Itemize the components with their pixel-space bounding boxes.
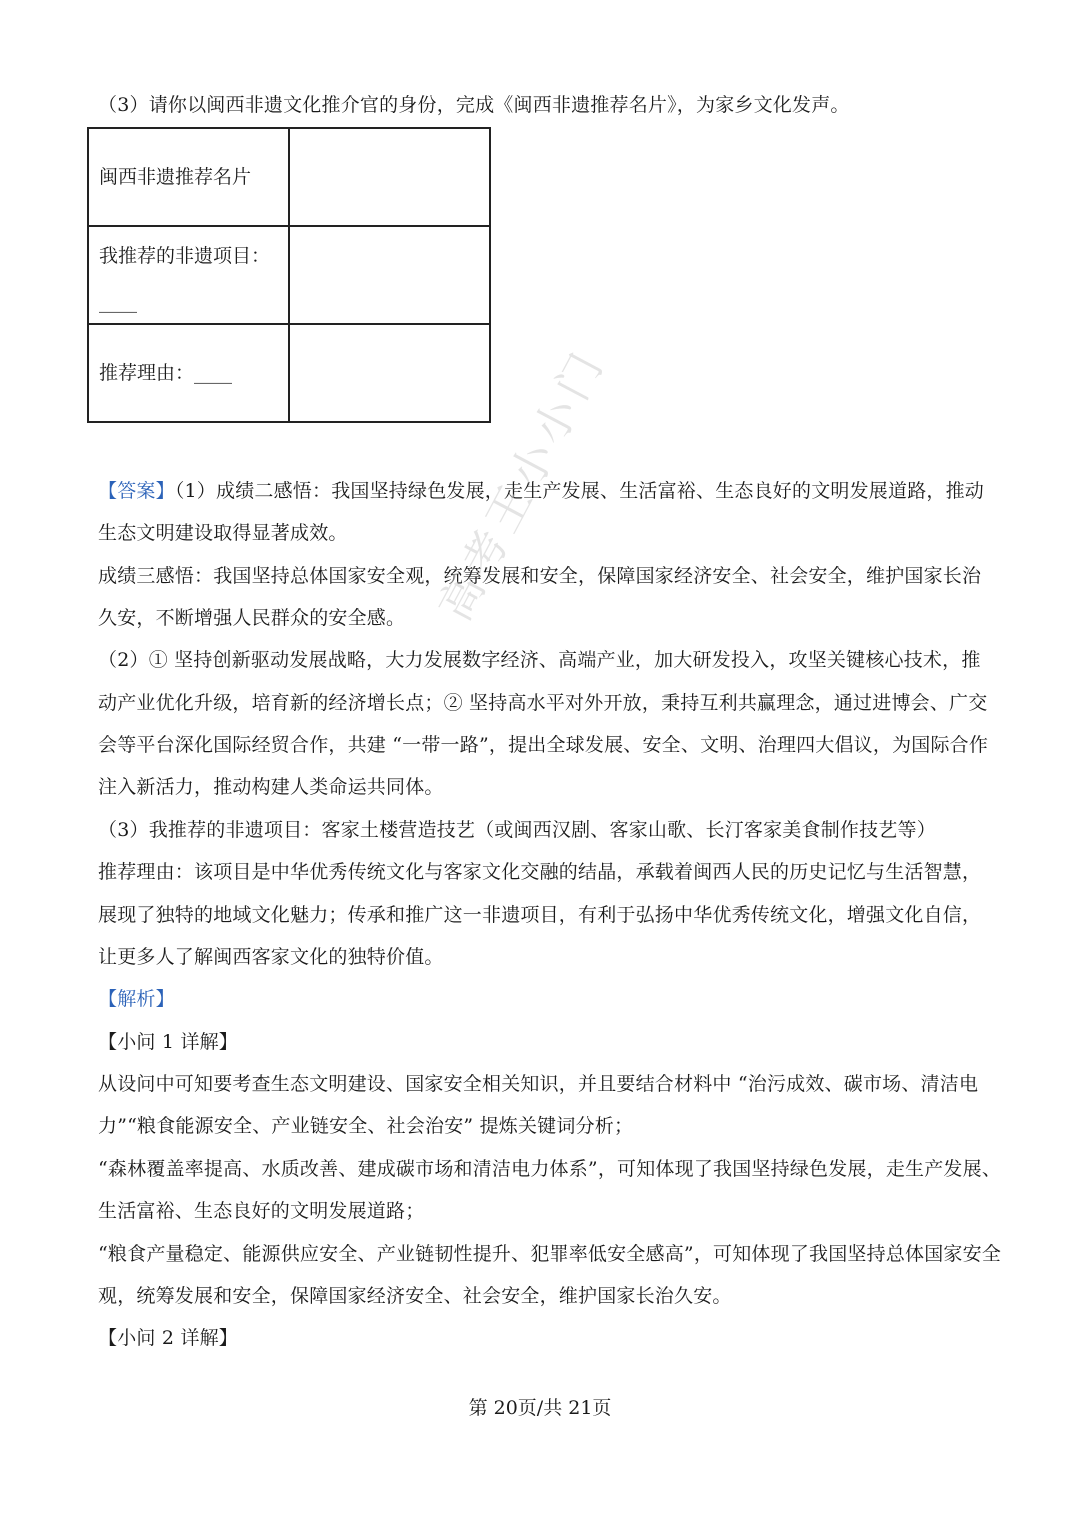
- answer-line: （2）① 坚持创新驱动发展战略，大力发展数字经济、高端产业，加大研发投入，攻坚关键核心技术，推: [98, 649, 981, 671]
- card-empty-cell-1: [289, 128, 490, 226]
- card-title: 闽西非遗推荐名片: [99, 166, 252, 188]
- analysis-line: 观，统筹发展和安全，保障国家经济安全、社会安全，维护国家长治久安。: [98, 1285, 732, 1307]
- card-empty-cell-3: [289, 324, 490, 422]
- card-reason-label: 推荐理由：____: [99, 362, 233, 384]
- analysis-tag: 【解析】: [98, 988, 175, 1010]
- question-3: （3）请你以闽西非遗文化推介官的身份，完成《闽西非遗推荐名片》，为家乡文化发声。: [98, 94, 850, 116]
- answer-line: 让更多人了解闽西客家文化的独特价值。: [98, 946, 444, 968]
- card-project-blank: ____: [99, 291, 137, 313]
- analysis-line: “粮食产量稳定、能源供应安全、产业链韧性提升、犯罪率低安全感高”，可知体现了我国坚持总体国家安全: [98, 1243, 1002, 1265]
- card-project-cell: [88, 226, 289, 324]
- answer-line: 动产业优化升级，培育新的经济增长点；② 坚持高水平对外开放，秉持互利共赢理念，通过进博会、广交: [98, 692, 988, 714]
- page-footer: 第 20页/共 21页: [468, 1397, 612, 1419]
- card-project-label: 我推荐的非遗项目：: [99, 245, 271, 267]
- answer-text: （1）成绩二感悟：我国坚持绿色发展，走生产发展、生活富裕、生态良好的文明发展道路，推动: [174, 480, 985, 502]
- answer-line: 推荐理由：该项目是中华优秀传统文化与客家文化交融的结晶，承载着闽西人民的历史记忆与生活智慧，: [98, 861, 982, 883]
- answer-line: 久安，不断增强人民群众的安全感。: [98, 607, 406, 629]
- card-empty-cell-2: [289, 226, 490, 324]
- analysis-line: “森林覆盖率提高、水质改善、建成碳市场和清洁电力体系”，可知体现了我国坚持绿色发展，走生产发展、: [98, 1158, 1002, 1180]
- analysis-line: 力”“粮食能源安全、产业链安全、社会治安” 提炼关键词分析；: [98, 1115, 634, 1137]
- analysis-sub1-heading: 【小问 1 详解】: [98, 1031, 238, 1053]
- answer-line: 成绩三感悟：我国坚持总体国家安全观，统筹发展和安全，保障国家经济安全、社会安全，维护国家长治: [98, 565, 982, 587]
- card-reason-cell: [88, 324, 289, 422]
- analysis-line: 从设问中可知要考查生态文明建设、国家安全相关知识，并且要结合材料中 “治污成效、碳市场、清洁电: [98, 1073, 979, 1095]
- card-title-cell: [88, 128, 289, 226]
- analysis-sub2-heading: 【小问 2 详解】: [98, 1327, 238, 1349]
- answer-line: 会等平台深化国际经贸合作，共建 “一带一路”，提出全球发展、安全、文明、治理四大倡议，为国际合作: [98, 734, 989, 756]
- answer-line: 生态文明建设取得显著成效。: [98, 522, 348, 544]
- recommendation-card-table: [87, 127, 491, 423]
- watermark: 高考王小小门: [429, 340, 616, 630]
- answer-line: 注入新活力，推动构建人类命运共同体。: [98, 776, 444, 798]
- answer-tag: 【答案】: [98, 480, 175, 502]
- answer-line: （3）我推荐的非遗项目：客家土楼营造技艺（或闽西汉剧、客家山歌、长汀客家美食制作技艺等）: [98, 819, 936, 841]
- analysis-line: 生活富裕、生态良好的文明发展道路；: [98, 1200, 425, 1222]
- answer-line: 展现了独特的地域文化魅力；传承和推广这一非遗项目，有利于弘扬中华优秀传统文化，增强文化自信，: [98, 904, 982, 926]
